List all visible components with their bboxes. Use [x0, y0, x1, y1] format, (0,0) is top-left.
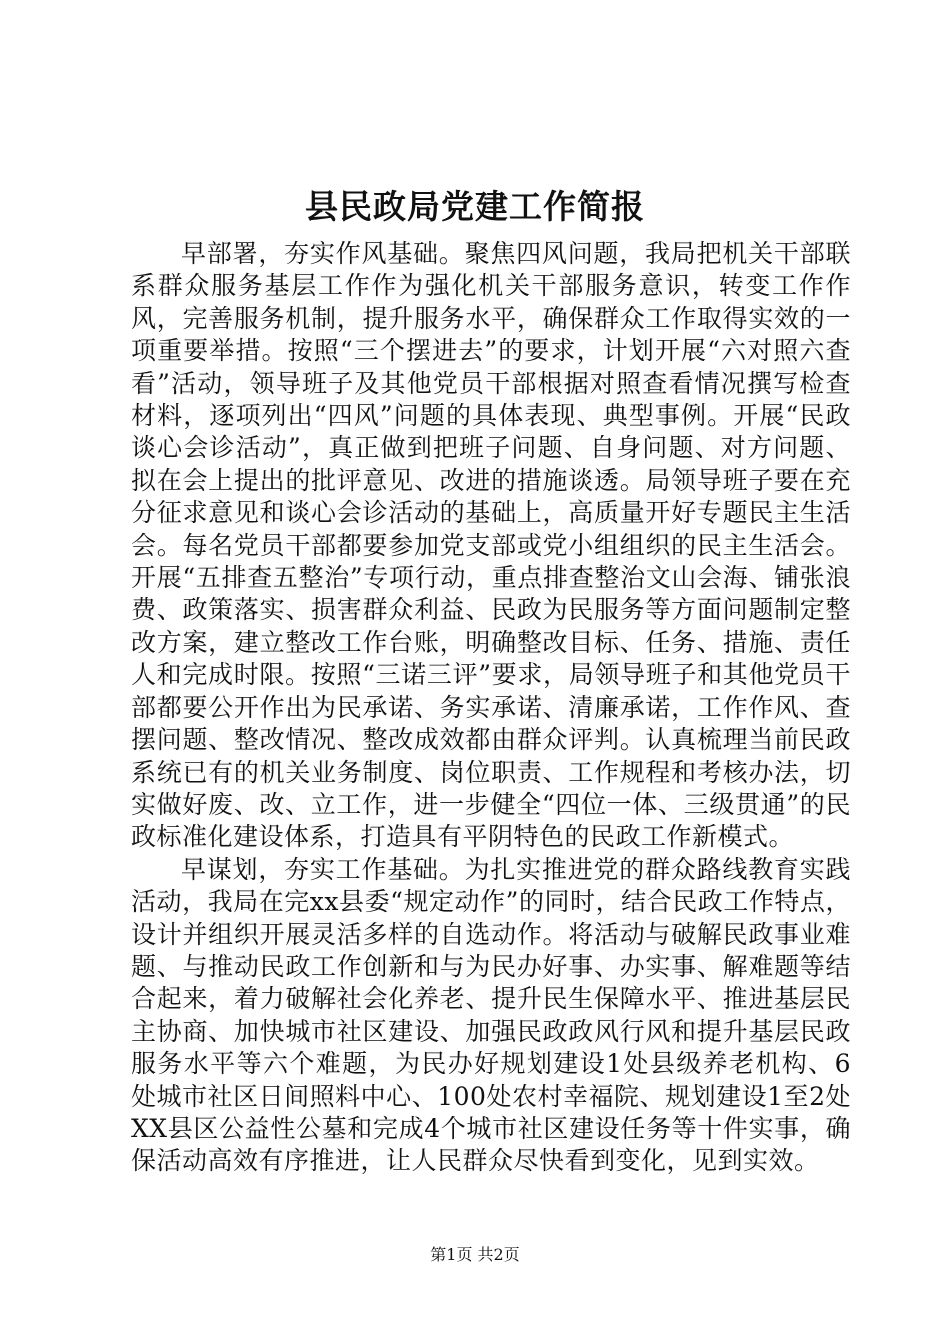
paragraph-early-planning: 早谋划，夯实工作基础。为扎实推进党的群众路线教育实践活动，我局在完xx县委“规定动作”的同时，结合民政工作特点，设计并组织开展灵活多样的自选动作。将活动与破解民政事业难题、与推动民政工作创新和与为民办好事、办实事、解难题等结合起来，着力破解社会化养老、提升民生保障水平、推进基层民主协商、加快城市社区建设、加强民政政风行风和提升基层民政服务水平等六个难题，为民办好规划建设1处县级养老机构、6处城市社区日间照料中心、100处农村幸福院、规划建设1至2处XX县区公益性公墓和完成4个城市社区建设任务等十件实事，确保活动高效有序推进，让人民群众尽快看到变化，见到实效。 [131, 854, 851, 1176]
document-body [131, 238, 851, 1178]
page-footer: 第1页 共2页 [430, 1245, 520, 1264]
document-title: 县民政局党建工作简报 [305, 187, 645, 226]
paragraph-early-deployment: 早部署，夯实作风基础。聚焦四风问题，我局把机关干部联系群众服务基层工作作为强化机关干部服务意识，转变工作作风，完善服务机制，提升服务水平，确保群众工作取得实效的一项重要举措。按照“三个摆进去”的要求，计划开展“六对照六查看”活动，领导班子及其他党员干部根据对照查看情况撰写检查材料，逐项列出“四风”问题的具体表现、典型事例。开展“民政谈心会诊活动”，真正做到把班子问题、自身问题、对方问题、拟在会上提出的批评意见、改进的措施谈透。局领导班子要在充分征求意见和谈心会诊活动的基础上，高质量开好专题民主生活会。每名党员干部都要参加党支部或党小组组织的民主生活会。开展“五排查五整治”专项行动，重点排查整治文山会海、铺张浪费、政策落实、损害群众利益、民政为民服务等方面问题制定整改方案，建立整改工作台账，明确整改目标、任务、措施、责任人和完成时限。按照“三诺三评”要求，局领导班子和其他党员干部都要公开作出为民承诺、务实承诺、清廉承诺，工作作风、查摆问题、整改情况、整改成效都由群众评判。认真梳理当前民政系统已有的机关业务制度、岗位职责、工作规程和考核办法，切实做好废、改、立工作，进一步健全“四位一体、三级贯通”的民政标准化建设体系，打造具有平阴特色的民政工作新模式。 [131, 239, 851, 852]
